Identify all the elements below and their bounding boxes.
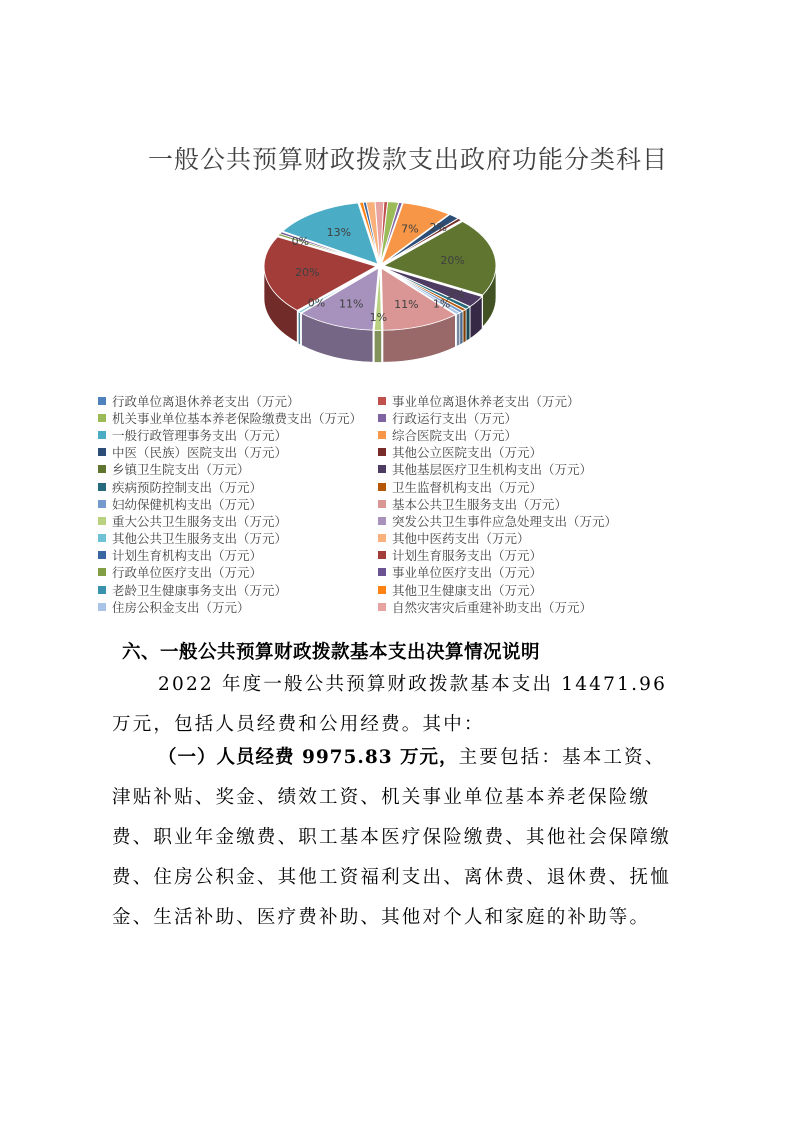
chart-title: 一般公共预算财政拨款支出政府功能分类科目 [148,145,669,174]
legend-swatch [98,465,106,473]
legend-swatch [378,500,386,508]
legend-swatch [378,551,386,559]
legend-label: 综合医院支出（万元） [392,427,518,443]
legend-swatch [378,586,386,594]
legend-label: 卫生监督机构支出（万元） [392,479,543,495]
legend-label: 机关事业单位基本养老保险缴费支出（万元） [112,410,363,426]
legend-swatch [378,465,386,473]
legend-label: 老龄卫生健康事务支出（万元） [112,582,288,598]
legend-swatch [378,483,386,491]
legend-swatch [378,568,386,576]
legend-label: 重大公共卫生服务支出（万元） [112,513,288,529]
legend-item [378,444,658,461]
pie-data-label: 3% [447,288,465,302]
legend-label: 行政单位医疗支出（万元） [112,565,263,581]
legend-swatch [378,603,386,611]
pie-slice-side [466,307,470,341]
legend-item [98,547,378,564]
legend-item [98,461,378,478]
legend-item [378,461,658,478]
legend-swatch [98,414,106,422]
legend-item [378,426,658,443]
chart-legend [98,392,658,615]
legend-swatch [378,431,386,439]
personnel-expenses-detail: 主要包括：基本工资、津贴补贴、奖金、绩效工资、机关事业单位基本养老保险缴费、职业年金缴费、职工基本医疗保险缴费、其他社会保障缴费、住房公积金、其他工资福利支出、离休费、退休费、抚恤金、生活补助、医疗费补助、其他对个人和家庭的补助等。 [112,747,671,928]
pie-data-label: 1% [369,310,388,324]
legend-label: 疾病预防控制支出（万元） [112,479,263,495]
pie-data-label: 20% [295,265,320,279]
pie-slice-side [463,309,466,343]
legend-item [98,478,378,495]
legend-swatch [378,397,386,405]
pie-data-label: 0% [307,296,326,310]
pie-chart [255,188,515,368]
pie-slice-side [460,311,463,345]
section-heading: 六、一般公共预算财政拨款基本支出决算情况说明 [122,642,541,663]
legend-label: 乡镇卫生院支出（万元） [112,462,250,478]
pie-slice-side [374,330,381,362]
legend-label: 计划生育机构支出（万元） [112,548,263,564]
legend-item [98,564,378,581]
legend-label: 其他公立医院支出（万元） [392,445,543,461]
pie-data-label: 0% [291,235,310,249]
legend-item [98,409,378,426]
legend-label: 计划生育服务支出（万元） [392,548,543,564]
legend-label: 其他基层医疗卫生机构支出（万元） [392,462,593,478]
legend-item [98,598,378,615]
legend-label: 行政运行支出（万元） [392,410,518,426]
legend-swatch [98,448,106,456]
pie-data-label: 13% [326,226,352,240]
personnel-expenses-heading: （一）人员经费 9975.83 万元， [158,747,459,768]
legend-item [378,581,658,598]
legend-label: 中医（民族）医院支出（万元） [112,445,288,461]
legend-item [378,409,658,426]
legend-swatch [378,517,386,525]
legend-item [98,444,378,461]
legend-label: 事业单位离退休养老支出（万元） [392,393,580,409]
legend-swatch [378,448,386,456]
legend-swatch [98,483,106,491]
legend-swatch [378,414,386,422]
legend-item [98,530,378,547]
legend-label: 事业单位医疗支出（万元） [392,565,543,581]
legend-label: 自然灾害灾后重建补助支出（万元） [392,599,593,615]
legend-label: 妇幼保健机构支出（万元） [112,496,263,512]
legend-item [378,392,658,409]
legend-item [98,392,378,409]
legend-item [378,478,658,495]
legend-label: 基本公共卫生服务支出（万元） [392,496,568,512]
legend-label: 其他公共卫生服务支出（万元） [112,531,288,547]
legend-swatch [98,534,106,542]
legend-item [98,512,378,529]
legend-swatch [98,431,106,439]
legend-item [98,495,378,512]
pie-slice-side [298,312,300,345]
legend-swatch [378,534,386,542]
legend-label: 其他卫生健康支出（万元） [392,582,543,598]
pie-slice-side [457,313,460,347]
pie-data-label: 20% [440,253,465,267]
legend-item [378,598,658,615]
legend-item [378,495,658,512]
legend-swatch [98,568,106,576]
legend-item [98,426,378,443]
legend-label: 突发公共卫生事件应急处理支出（万元） [392,513,618,529]
legend-swatch [98,551,106,559]
pie-data-label: 1% [432,297,451,311]
legend-item [378,547,658,564]
legend-swatch [98,603,106,611]
pie-data-label: 11% [338,297,364,311]
pie-data-label: 2% [429,220,448,234]
pie-data-label: 7% [401,222,419,236]
legend-swatch [98,500,106,508]
legend-label: 住房公积金支出（万元） [112,599,250,615]
legend-item [378,564,658,581]
paragraph-personnel-expenses [112,738,682,938]
legend-label: 一般行政管理事务支出（万元） [112,427,288,443]
legend-label: 行政单位离退休养老支出（万元） [112,393,300,409]
legend-label: 其他中医药支出（万元） [392,531,530,547]
legend-item [378,512,658,529]
legend-swatch [98,586,106,594]
paragraph-basic-expenditure: 2022 年度一般公共预算财政拨款基本支出 14471.96 万元，包括人员经费和公用经费。其中： [112,674,668,735]
pie-data-label: 11% [394,298,419,312]
legend-swatch [98,517,106,525]
legend-item [378,530,658,547]
legend-item [98,581,378,598]
legend-swatch [98,397,106,405]
